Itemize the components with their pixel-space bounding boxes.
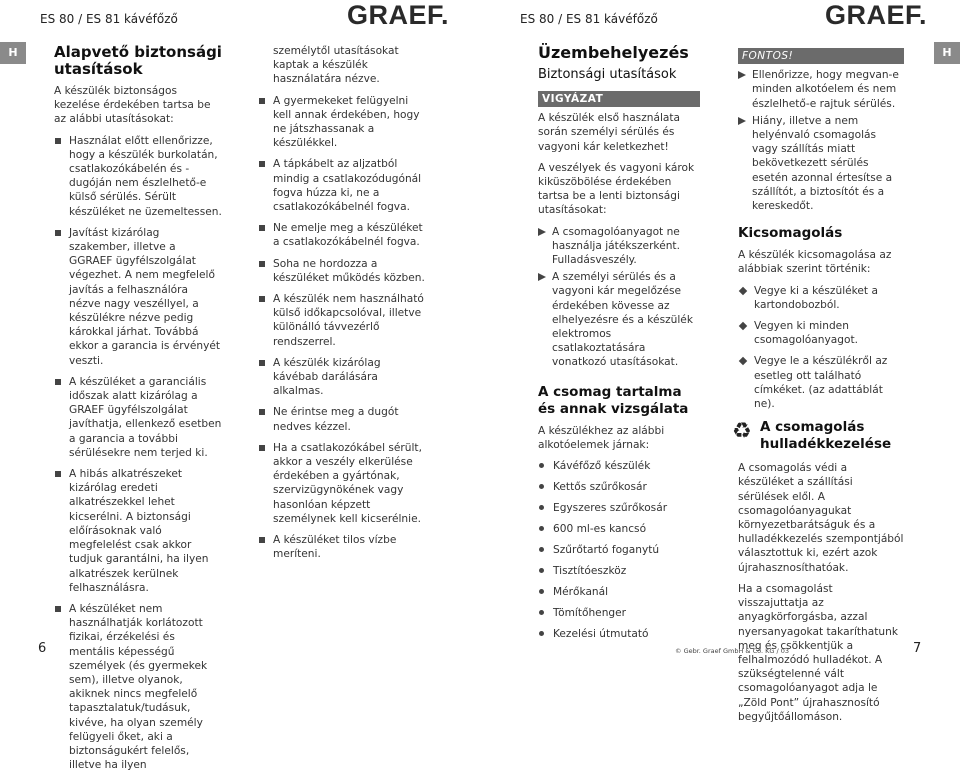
warning-label: VIGYÁZAT [538,91,700,107]
important-label: FONTOS! [738,48,904,64]
waste-heading [732,419,904,453]
list-item: A készüléket tilos vízbe meríteni. [258,533,428,561]
waste-text-2: Ha a csomagolást visszajuttatja az anyagkörforgásba, azzal nyersanyagokat takaríthatunk meg és csökkentjük a felhalmozódó hulladékot. A szükségtelenné vált csomagolóanyagot adja le „Zöld Pont” újrahasznosító begyűjtőállomáson. [738,582,898,723]
list-item: Vegye ki a készüléket a kartondobozból. [738,284,904,312]
setup-subtitle: Biztonsági utasítások [538,67,677,82]
list-item: Ha a csatlakozókábel sérült, akkor a veszély elkerülése érdekében a gyártónak, szervizügynökének vagy hasonlóan képzett személynek kell kicserélnie. [258,441,428,526]
package-contents-list [538,459,700,641]
list-item: A csomagolóanyagot ne használja játékszerként. Fulladásveszély. [538,225,700,268]
list-item: A tápkábelt az aljzatból mindig a csatlakozódugónál fogva húzza ki, ne a csatlakozókábelnél fogva. [258,157,428,214]
list-item: Vegye le a készülékről az esetleg ott található címkéket. (az adattáblát ne). [738,354,904,411]
list-item: A készülék kizárólag kávébab darálására alkalmas. [258,356,428,399]
graef-logo-left: GRAEF. [347,0,450,30]
warning-text-2: A veszélyek és vagyoni károk kiküszöbölése érdekében tartsa be a lenti biztonsági utasításokat: [538,161,695,217]
list-item: Egyszeres szűrőkosár [538,501,700,515]
safety-list [54,134,222,773]
safety-continuation: személytől utasításokat kaptak a készülék használatára nézve. [273,45,399,86]
list-item: Kávéfőző készülék [538,459,700,473]
unpacking-title: Kicsomagolás [738,225,843,242]
warning-list [538,225,700,370]
important-list [738,68,904,213]
waste-title: A csomagolás hulladékkezelése [760,419,892,453]
list-item: A gyermekeket felügyelni kell annak érdekében, hogy ne játszhassanak a készülékkel. [258,94,428,151]
safety-title: Alapvető biztonsági utasítások [54,43,222,78]
setup-title: Üzembehelyezés [538,43,689,62]
copyright-text: © Gebr. Graef GmbH & Co. KG / 03 [675,647,789,655]
list-item: Mérőkanál [538,585,700,599]
list-item: Vegyen ki minden csomagolóanyagot. [738,319,904,347]
list-item: Hiány, illetve a nem helyénvaló csomagolás vagy szállítás miatt bekövetkezett sérülés esetén azonnal értesítse a szállítót, a biztosítót és a kereskedőt. [738,114,904,213]
graef-logo-right: GRAEF. [825,0,928,30]
list-item: Ne érintse meg a dugót nedves kézzel. [258,405,428,433]
unpacking-intro: A készülék kicsomagolása az alábbiak szerint történik: [738,249,892,276]
list-item: Tisztítóeszköz [538,564,700,578]
safety-list-2 [258,94,428,562]
list-item: A készüléket nem használhatják korlátozott fizikai, érzékelési és mentális képességű személyek (és gyermekek sem), illetve olyanok, akiknek nincs megfelelő tapasztalatuk/tudásuk, kivéve, ha olyan személy felügyeli őket, aki a biztonságukért felelős, illetve ha ilyen [54,602,222,772]
waste-text-1: A csomagolás védi a készüléket a szállítási sérülések elől. A csomagolóanyagukat környezetbarátságuk és a hulladékkezelés szempontjából választottuk ki, ezért azok újrahasznosíthatóak. [738,462,904,574]
list-item: Kezelési útmutató [538,627,700,641]
unpacking-list [738,284,904,412]
column-safety-continued [258,44,428,569]
package-contents-title: A csomag tartalma és annak vizsgálata [538,383,689,417]
page-number-left: 6 [38,641,47,656]
side-tab-right: H [934,42,960,64]
safety-intro: A készülék biztonságos kezelése érdekében tartsa be az alábbi utasításokat: [54,85,211,126]
list-item: A készülék nem használható külső időkapcsolóval, illetve különálló távvezérlő rendszerrel. [258,292,428,349]
warning-text-1: A készülék első használata során személyi sérülés és vagyoni kár keletkezhet! [538,112,681,153]
side-tab-left: H [0,42,26,64]
list-item: 600 ml-es kancsó [538,522,700,536]
list-item: Ellenőrizze, hogy megvan-e minden alkotóelem és nem észlelhető-e rajtuk sérülés. [738,68,904,111]
column-setup [538,44,700,648]
package-contents-intro: A készülékhez az alábbi alkotóelemek járnak: [538,424,665,451]
list-item: Ne emelje meg a készüléket a csatlakozókábelnél fogva. [258,221,428,249]
page-number-right: 7 [913,641,922,656]
header-model-right: ES 80 / ES 81 kávéfőző [520,12,658,26]
list-item: Soha ne hordozza a készüléket működés közben. [258,257,428,285]
list-item: Használat előtt ellenőrizze, hogy a készülék burkolatán, csatlakozókábelén és -dugóján nem észlelhető-e külső sérülés. Sérült készüléket ne üzemeltessen. [54,134,222,219]
list-item: Javítást kizárólag szakember, illetve a GGRAEF ügyfélszolgálat végezhet. A nem megfelelő javítás a felhasználóra nézve nagy veszéllyel, a készülékre nézve pedig károkkal járhat. Továbbá ekkor a garancia is érvényét veszti. [54,226,222,368]
list-item: Szűrőtartó foganytú [538,543,700,557]
column-safety [54,44,222,779]
list-item: A hibás alkatrészeket kizárólag eredeti alkatrészekkel lehet kicserélni. A biztonsági előírásoknak való megfelelést csak akkor tudjuk garantálni, ha ilyen alkatrészek kerülnek felhasználásra. [54,467,222,595]
list-item: A személyi sérülés és a vagyoni kár megelőzése érdekében kövesse az elhelyezésre és a készülék elektromos csatlakoztatására vonatkozó utasításokat. [538,270,700,369]
recycle-icon: ♻ [732,419,752,445]
list-item: A készüléket a garanciális időszak alatt kizárólag a GRAEF ügyfélszolgálat javíthatja, ellenkező esetben a garancia a további sérülésekre nem terjed ki. [54,375,222,460]
list-item: Tömítőhenger [538,606,700,620]
list-item: Kettős szűrőkosár [538,480,700,494]
header-model-left: ES 80 / ES 81 kávéfőző [40,12,178,26]
